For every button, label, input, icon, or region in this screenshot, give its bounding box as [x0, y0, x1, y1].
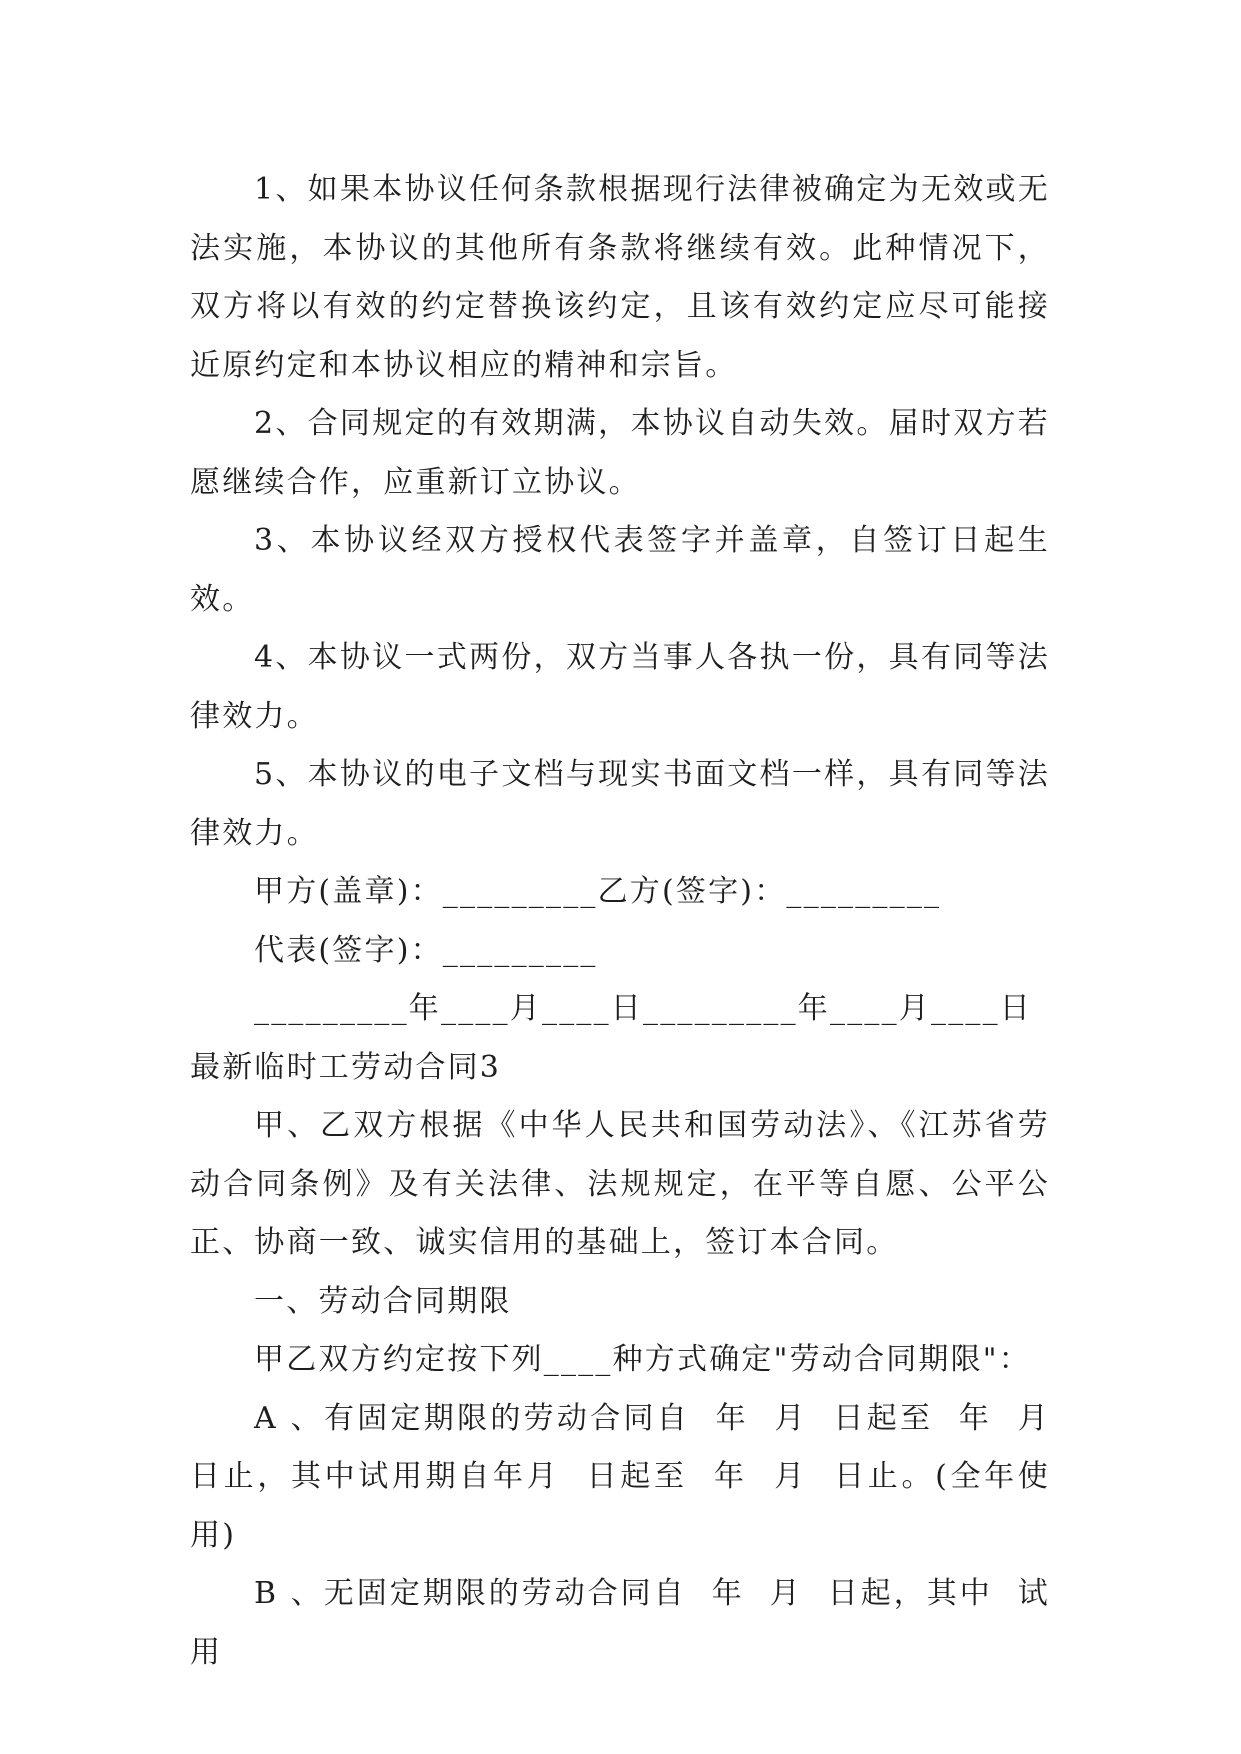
clause-2-paragraph: 2、合同规定的有效期满，本协议自动失效。届时双方若愿继续合作，应重新订立协议。 [190, 406, 1050, 500]
term-option-b: B 、无固定期限的劳动合同自 年 月 日起，其中 试用 [190, 1576, 1050, 1670]
signature-line-party-a-b: 甲方(盖章)：_________乙方(签字)：_________ [254, 874, 942, 909]
document-body [190, 161, 1074, 1682]
signature-line-representative: 代表(签字)：_________ [254, 932, 598, 968]
heading-contract-term: 一、劳动合同期限 [254, 1283, 512, 1319]
section-title: 最新临时工劳动合同3 [190, 1049, 502, 1085]
date-line: _________年____月____日_________年____月____日 [254, 991, 1032, 1026]
clause-1-paragraph: 1、如果本协议任何条款根据现行法律被确定为无效或无法实施，本协议的其他所有条款将继续有效。此种情况下，双方将以有效的约定替换该约定，且该有效约定应尽可能接近原约定和本协议相应的精神和宗旨。 [190, 172, 1050, 383]
term-option-a: A 、有固定期限的劳动合同自 年 月 日起至 年 月 日止，其中试用期自年月 日起至 年 月 日止。(全年使用) [190, 1400, 1074, 1553]
clause-4-paragraph: 4、本协议一式两份，双方当事人各执一份，具有同等法律效力。 [190, 640, 1050, 734]
term-method-paragraph: 甲乙双方约定按下列____种方式确定"劳动合同期限"： [254, 1342, 1031, 1377]
clause-3-paragraph: 3、本协议经双方授权代表签字并盖章，自签订日起生效。 [190, 523, 1050, 617]
clause-5-paragraph: 5、本协议的电子文档与现实书面文档一样，具有同等法律效力。 [190, 757, 1050, 851]
preamble-paragraph: 甲、乙双方根据《中华人民共和国劳动法》、《江苏省劳动合同条例》及有关法律、法规规定，在平等自愿、公平公正、协商一致、诚实信用的基础上，签订本合同。 [190, 1108, 1050, 1260]
